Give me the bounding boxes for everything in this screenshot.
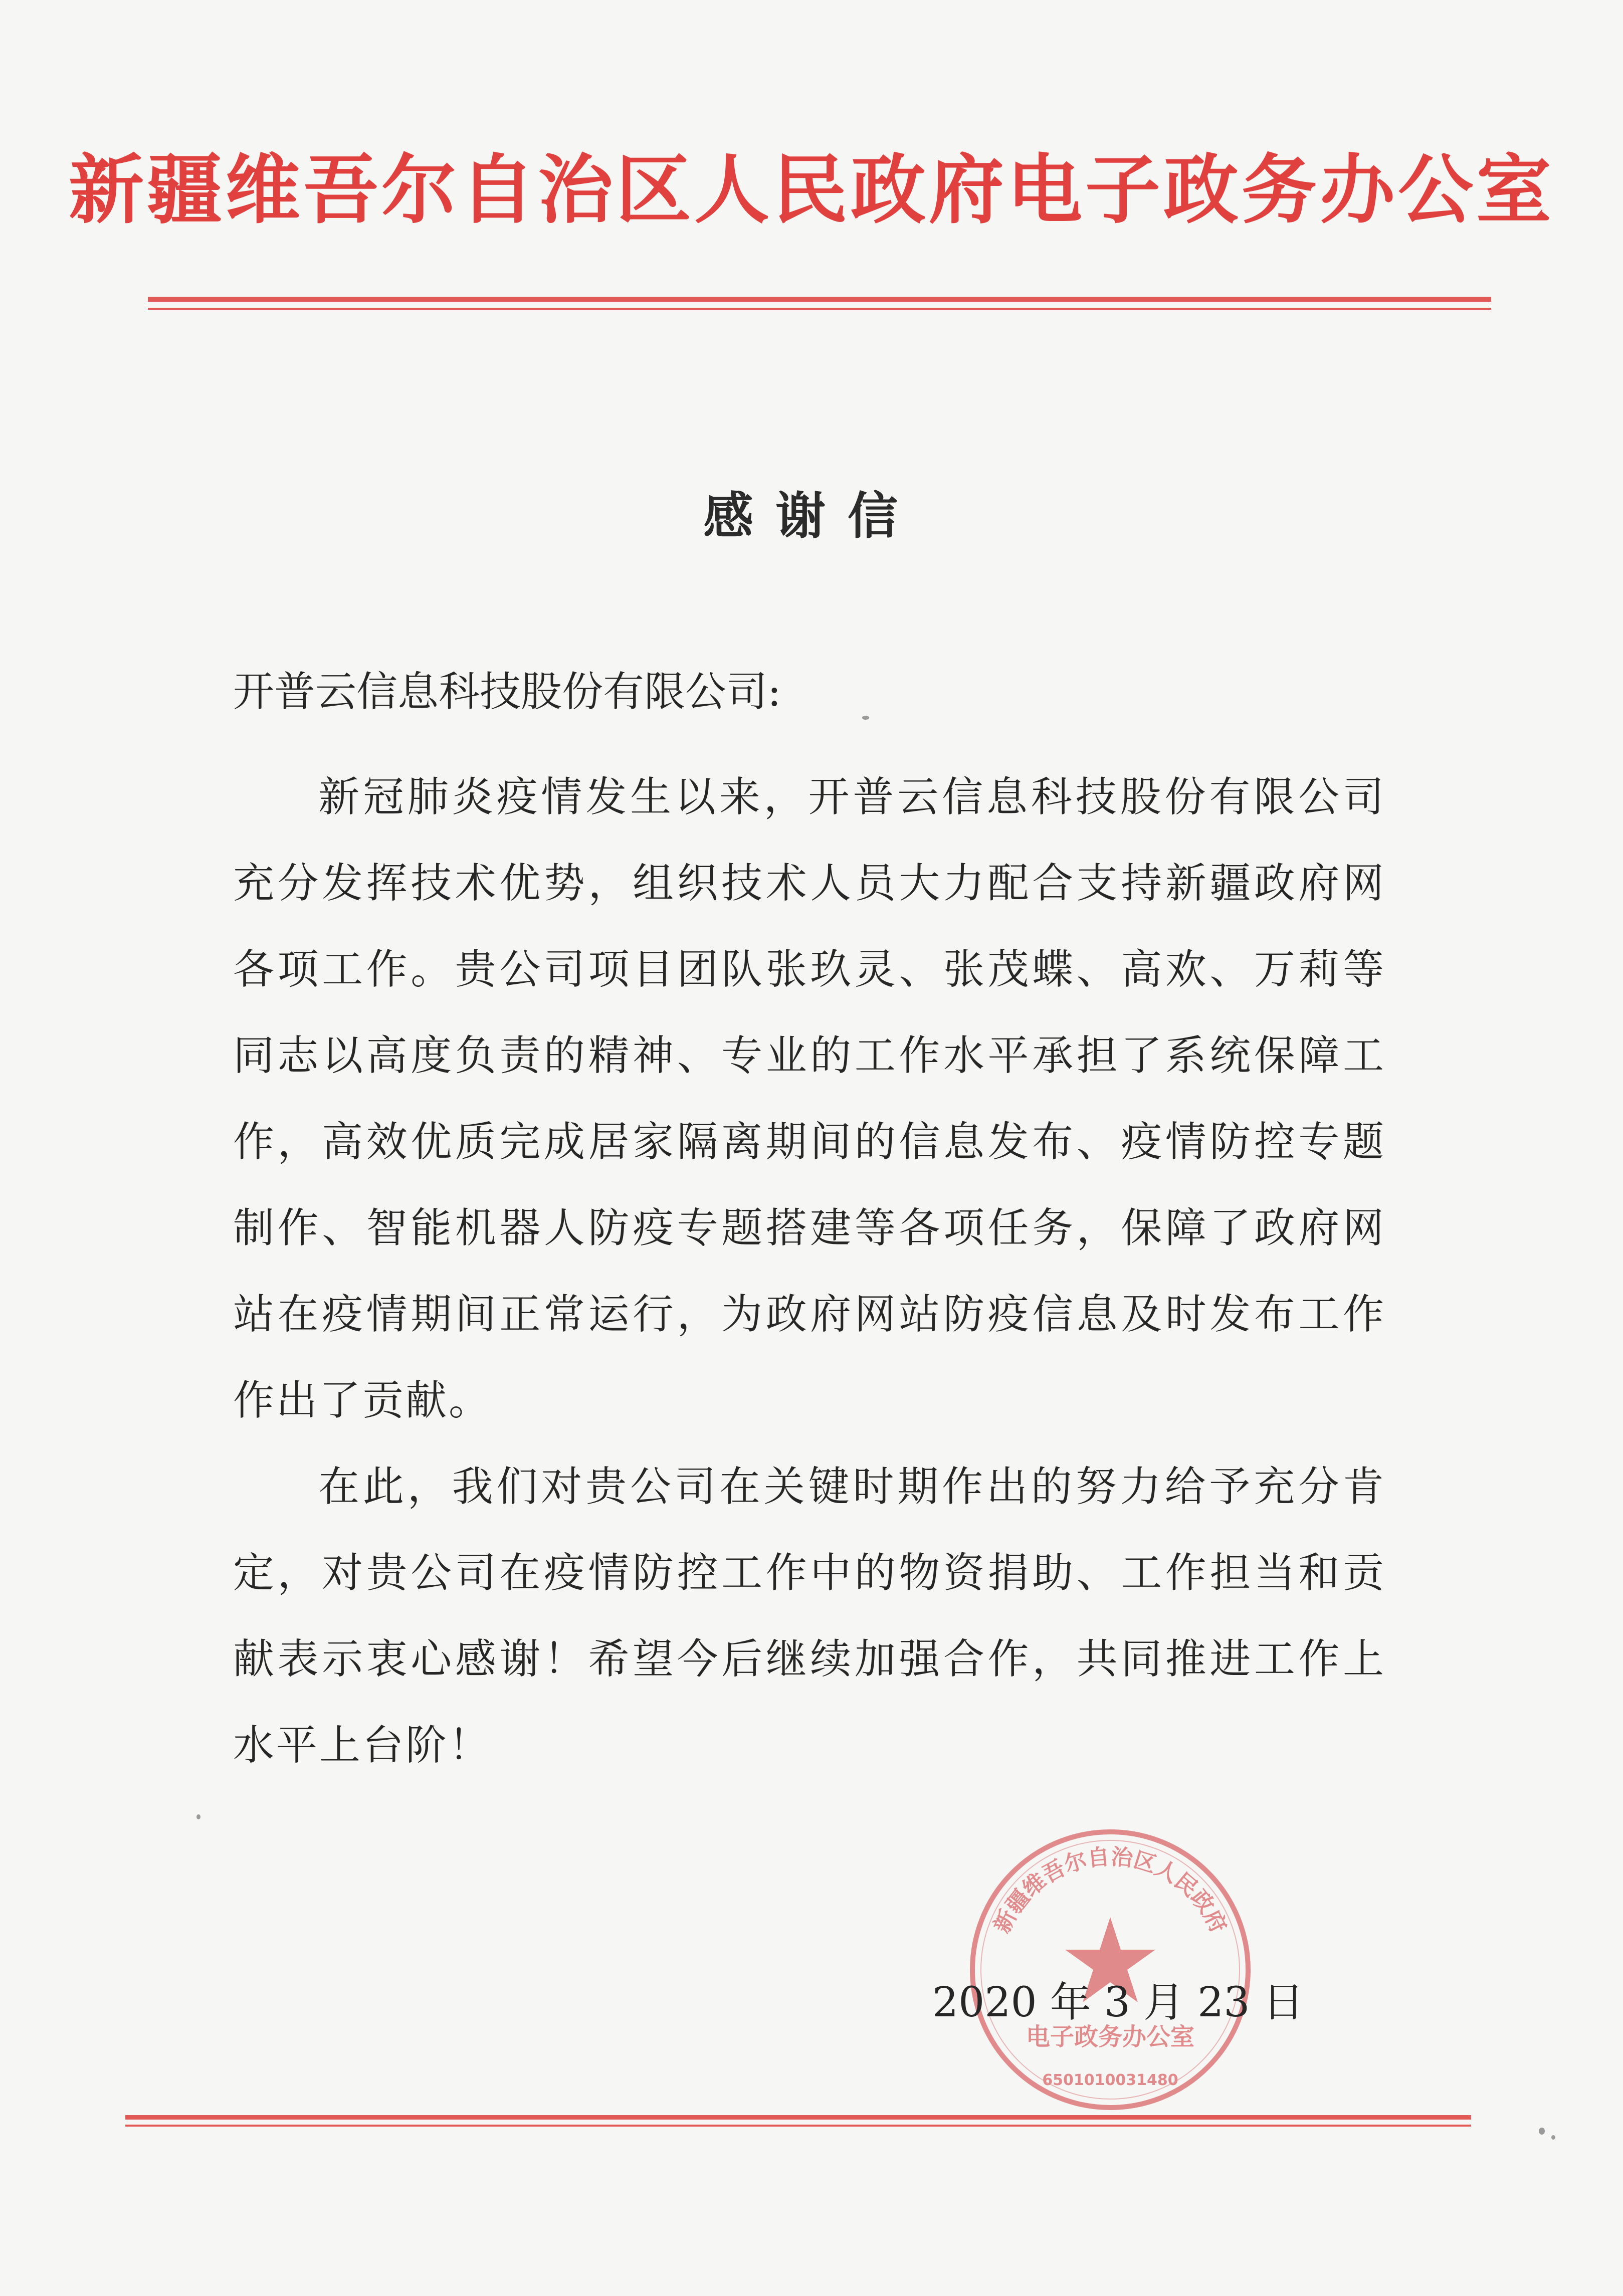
body-paragraph-1: 新冠肺炎疫情发生以来，开普云信息科技股份有限公司充分发挥技术优势，组织技术人员大力配合支持新疆政府网各项工作。贵公司项目团队张玖灵、张茂蝶、高欢、万莉等同志以高度负责的精神、专业的工作水平承担了系统保障工作，高效优质完成居家隔离期间的信息发布、疫情防控专题制作、智能机器人防疫专题搭建等各项任务，保障了政府网站在疫情期间正常运行，为政府网站防疫信息及时发布工作作出了贡献。: [233, 773, 1386, 1424]
scan-speck: [196, 1814, 200, 1819]
document-date: 2020 年 3 月 23 日: [932, 1979, 1304, 2026]
seal-name-line2: 电子政务办公室: [1026, 2023, 1195, 2051]
letterhead-title: 新疆维吾尔自治区人民政府电子政务办公室: [68, 147, 1554, 234]
body-paragraph-2: 在此，我们对贵公司在关键时期作出的努力给予充分肯定，对贵公司在疫情防控工作中的物资捐助、工作担当和贡献表示衷心感谢！希望今后继续加强合作，共同推进工作上水平上台阶！: [233, 1463, 1386, 1769]
footer-divider-thin: [125, 2125, 1471, 2127]
scan-speck: [862, 716, 869, 720]
letterhead-divider-thin: [148, 308, 1491, 310]
letterhead-divider-thick: [148, 297, 1491, 302]
official-seal: [965, 1824, 1256, 2115]
scan-speck: [1551, 2135, 1555, 2140]
seal-code: 6501010031480: [1042, 2071, 1178, 2089]
letter-body: [233, 754, 1386, 1789]
seal-name-arc: 新疆维吾尔自治区人民政府: [989, 1844, 1232, 1937]
salutation: 开普云信息科技股份有限公司:: [233, 668, 781, 716]
document-title: 感谢信: [703, 487, 920, 545]
footer-divider-thick: [125, 2115, 1471, 2120]
scan-speck: [1539, 2128, 1545, 2135]
